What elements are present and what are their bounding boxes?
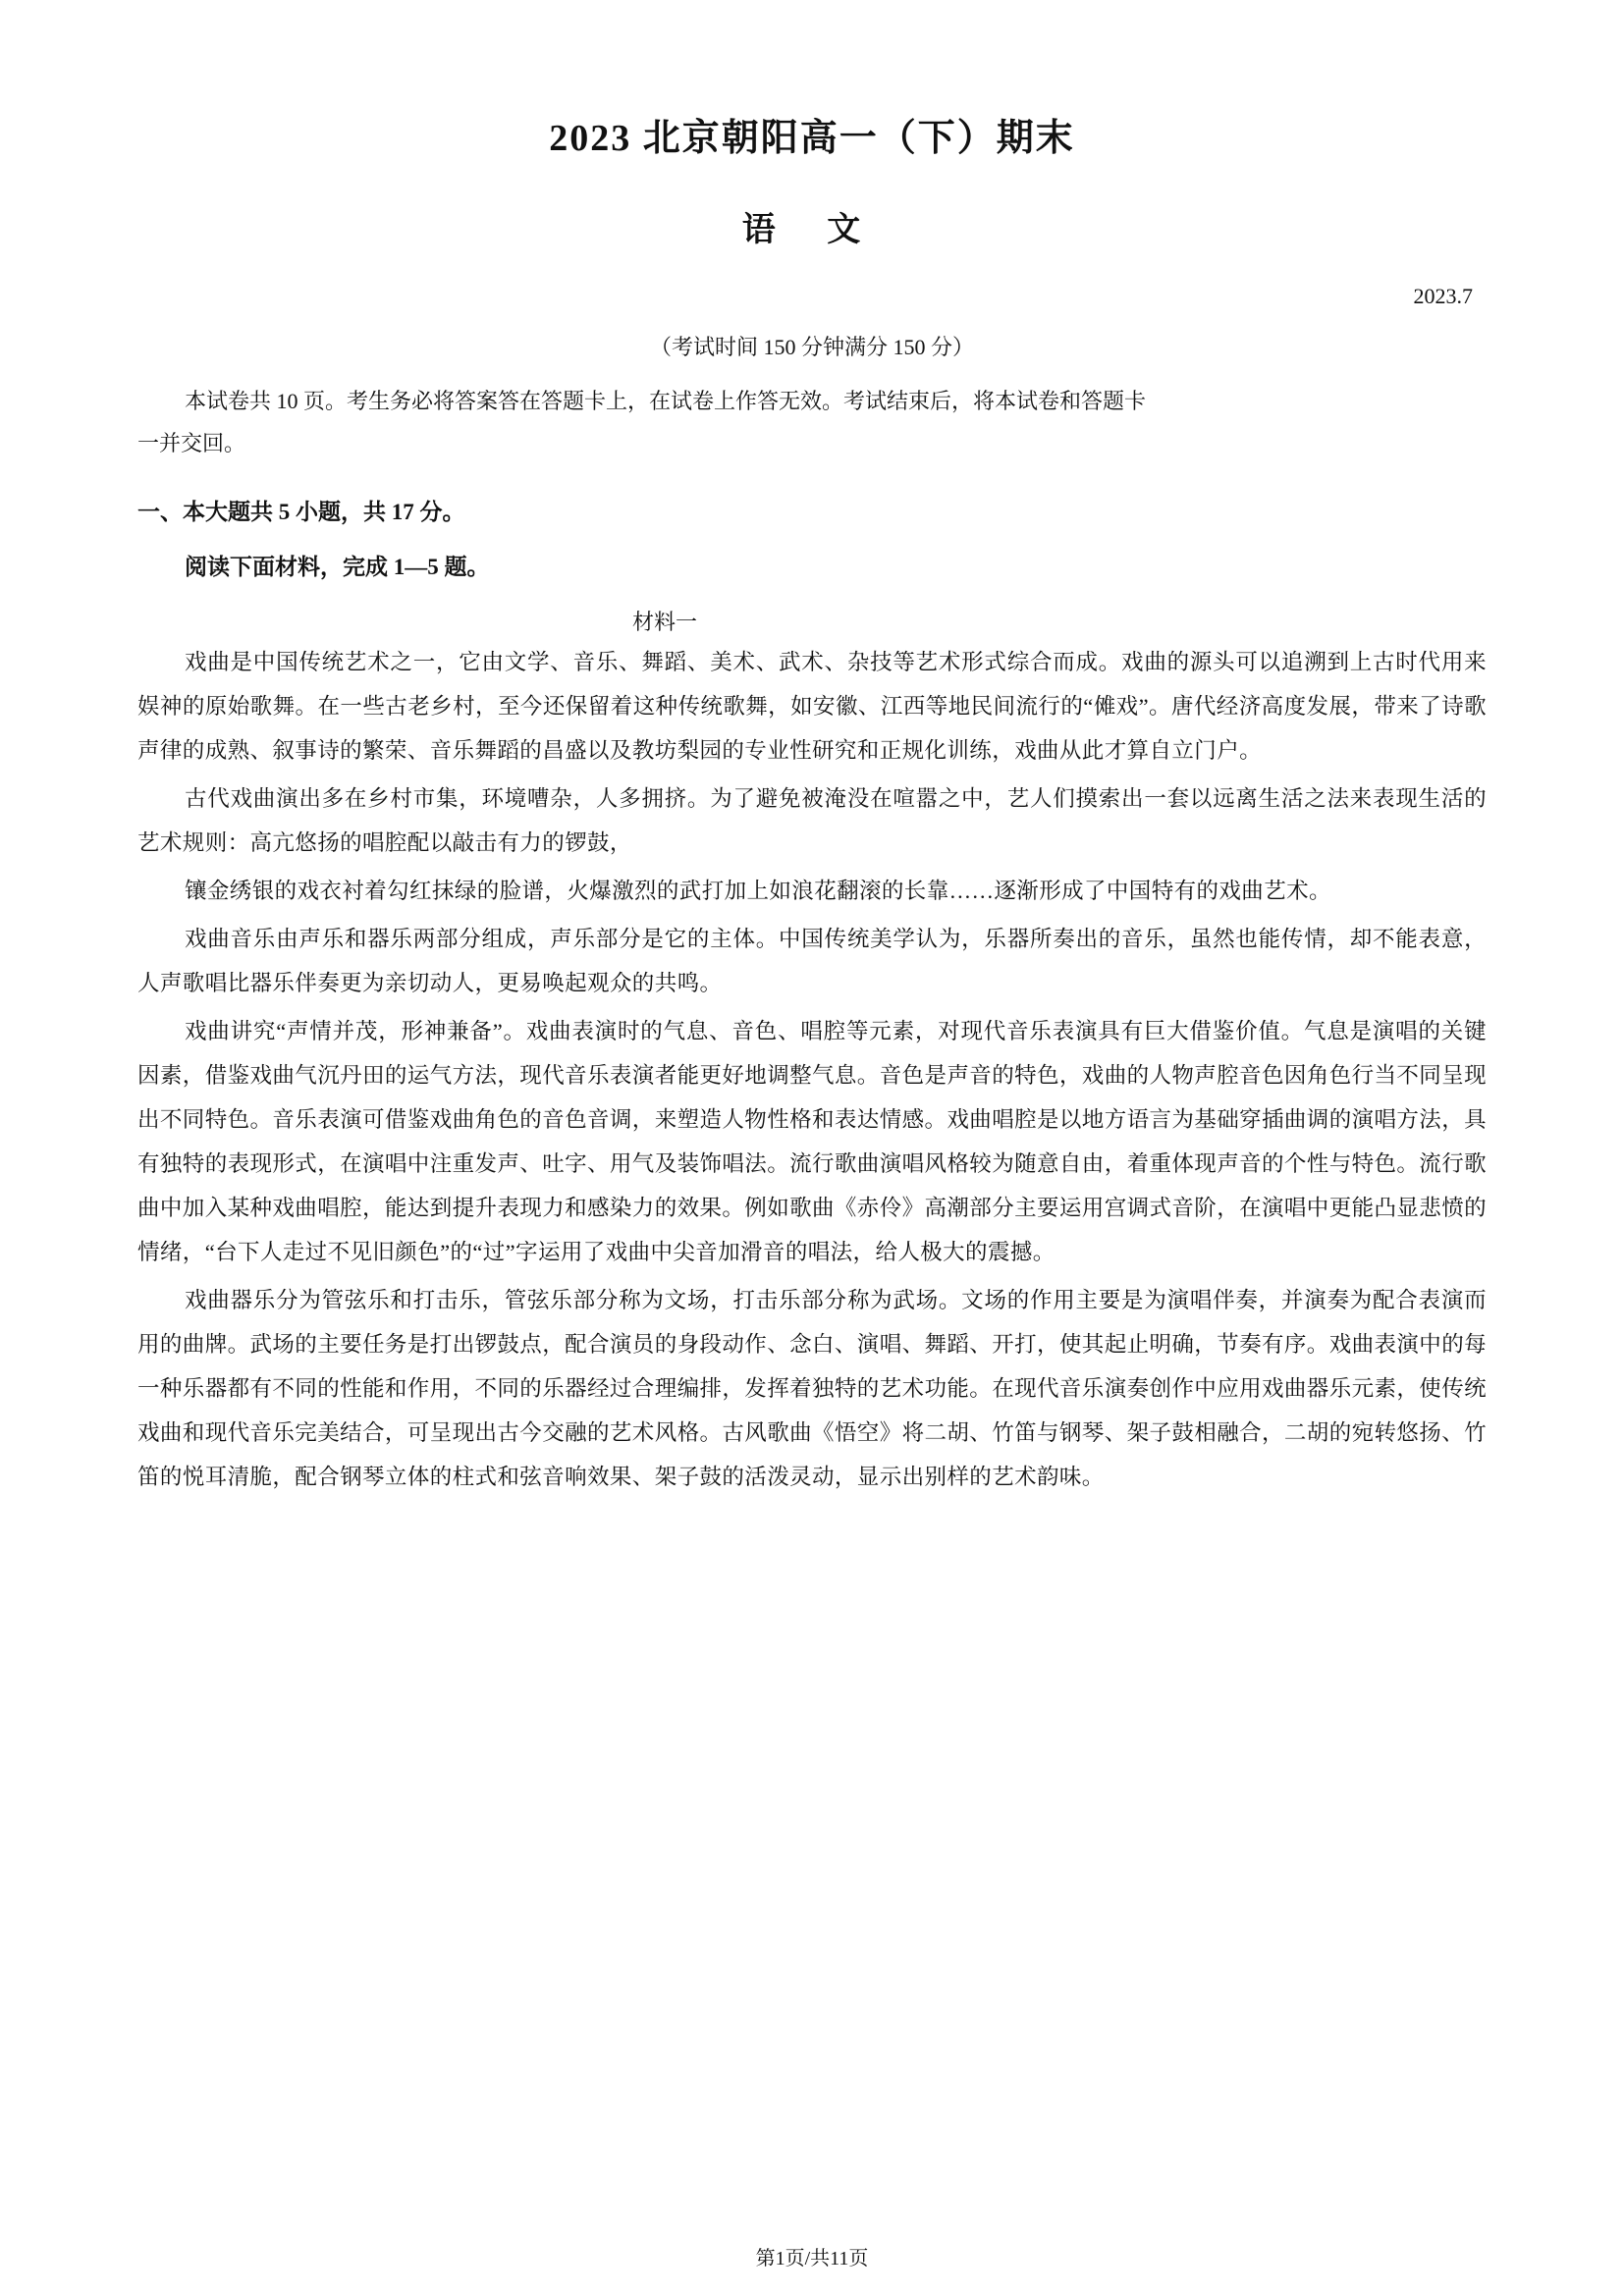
body-paragraph: 镶金绣银的戏衣衬着勾红抹绿的脸谱，火爆激烈的武打加上如浪花翻滚的长靠……逐渐形成了中国特有的戏曲艺术。 [185, 879, 1331, 904]
section-heading: 一、本大题共 5 小题，共 17 分。 [137, 499, 465, 524]
body-paragraph: 戏曲是中国传统艺术之一，它由文学、音乐、舞蹈、美术、武术、杂技等艺术形式综合而成。戏曲的源头可以追溯到上古时代用来娱神的原始歌舞。在一些古老乡村，至今还保留着这种传统歌舞，如安徽、江西等地民间流行的“傩戏”。唐代经济高度发展，带来了诗歌声律的成熟、叙事诗的繁荣、音乐舞蹈的昌盛以及教坊梨园的专业性研究和正规化训练，戏曲从此才算自立门户。 [137, 650, 1487, 764]
exam-notice-line1: 本试卷共 10 页。考生务必将答案答在答题卡上，在试卷上作答无效。考试结束后，将本试卷和答题卡 [185, 389, 1147, 414]
exam-notice [137, 381, 1487, 465]
exam-duration-info: （考试时间 150 分钟满分 150 分） [649, 335, 974, 360]
exam-notice-line2: 一并交回。 [137, 431, 246, 456]
body-paragraph: 戏曲音乐由声乐和器乐两部分组成，声乐部分是它的主体。中国传统美学认为，乐器所奏出的音乐，虽然也能传情，却不能表意，人声歌唱比器乐伴奏更为亲切动人，更易唤起观众的共鸣。 [137, 927, 1487, 996]
material-label: 材料一 [631, 610, 697, 635]
subject-title: 语 文 [741, 212, 883, 249]
body-paragraph: 戏曲讲究“声情并茂，形神兼备”。戏曲表演时的气息、音色、唱腔等元素，对现代音乐表演具有巨大借鉴价值。气息是演唱的关键因素，借鉴戏曲气沉丹田的运气方法，现代音乐表演者能更好地调整气息。音色是声音的特色，戏曲的人物声腔音色因角色行当不同呈现出不同特色。音乐表演可借鉴戏曲角色的音色音调，来塑造人物性格和表达情感。戏曲唱腔是以地方语言为基础穿插曲调的演唱方法，具有独特的表现形式，在演唱中注重发声、吐字、用气及装饰唱法。流行歌曲演唱风格较为随意自由，着重体现声音的个性与特色。流行歌曲中加入某种戏曲唱腔，能达到提升表现力和感染力的效果。例如歌曲《赤伶》高潮部分主要运用宫调式音阶，在演唱中更能凸显悲愤的情绪，“台下人走过不见旧颜色”的“过”字运用了戏曲中尖音加滑音的唱法，给人极大的震撼。 [137, 1019, 1488, 1265]
page-footer: 第1页/共11页 [755, 2248, 869, 2269]
section-instruction: 阅读下面材料，完成 1—5 题。 [185, 554, 490, 579]
body-paragraph: 古代戏曲演出多在乡村市集，环境嘈杂，人多拥挤。为了避免被淹没在喧嚣之中，艺人们摸索出一套以远离生活之法来表现生活的艺术规则：高亢悠扬的唱腔配以敲击有力的锣鼓， [137, 786, 1487, 856]
exam-date: 2023.7 [1413, 284, 1473, 309]
page-title: 2023 北京朝阳高一（下）期末 [549, 118, 1075, 159]
body-paragraph: 戏曲器乐分为管弦乐和打击乐，管弦乐部分称为文场，打击乐部分称为武场。文场的作用主要是为演唱伴奏，并演奏为配合表演而用的曲牌。武场的主要任务是打出锣鼓点，配合演员的身段动作、念白、演唱、舞蹈、开打，使其起止明确，节奏有序。戏曲表演中的每一种乐器都有不同的性能和作用，不同的乐器经过合理编排，发挥着独特的艺术功能。在现代音乐演奏创作中应用戏曲器乐元素，使传统戏曲和现代音乐完美结合，可呈现出古今交融的艺术风格。古风歌曲《悟空》将二胡、竹笛与钢琴、架子鼓相融合，二胡的宛转悠扬、竹笛的悦耳清脆，配合钢琴立体的柱式和弦音响效果、架子鼓的活泼灵动，显示出别样的艺术韵味。 [137, 1288, 1488, 1490]
